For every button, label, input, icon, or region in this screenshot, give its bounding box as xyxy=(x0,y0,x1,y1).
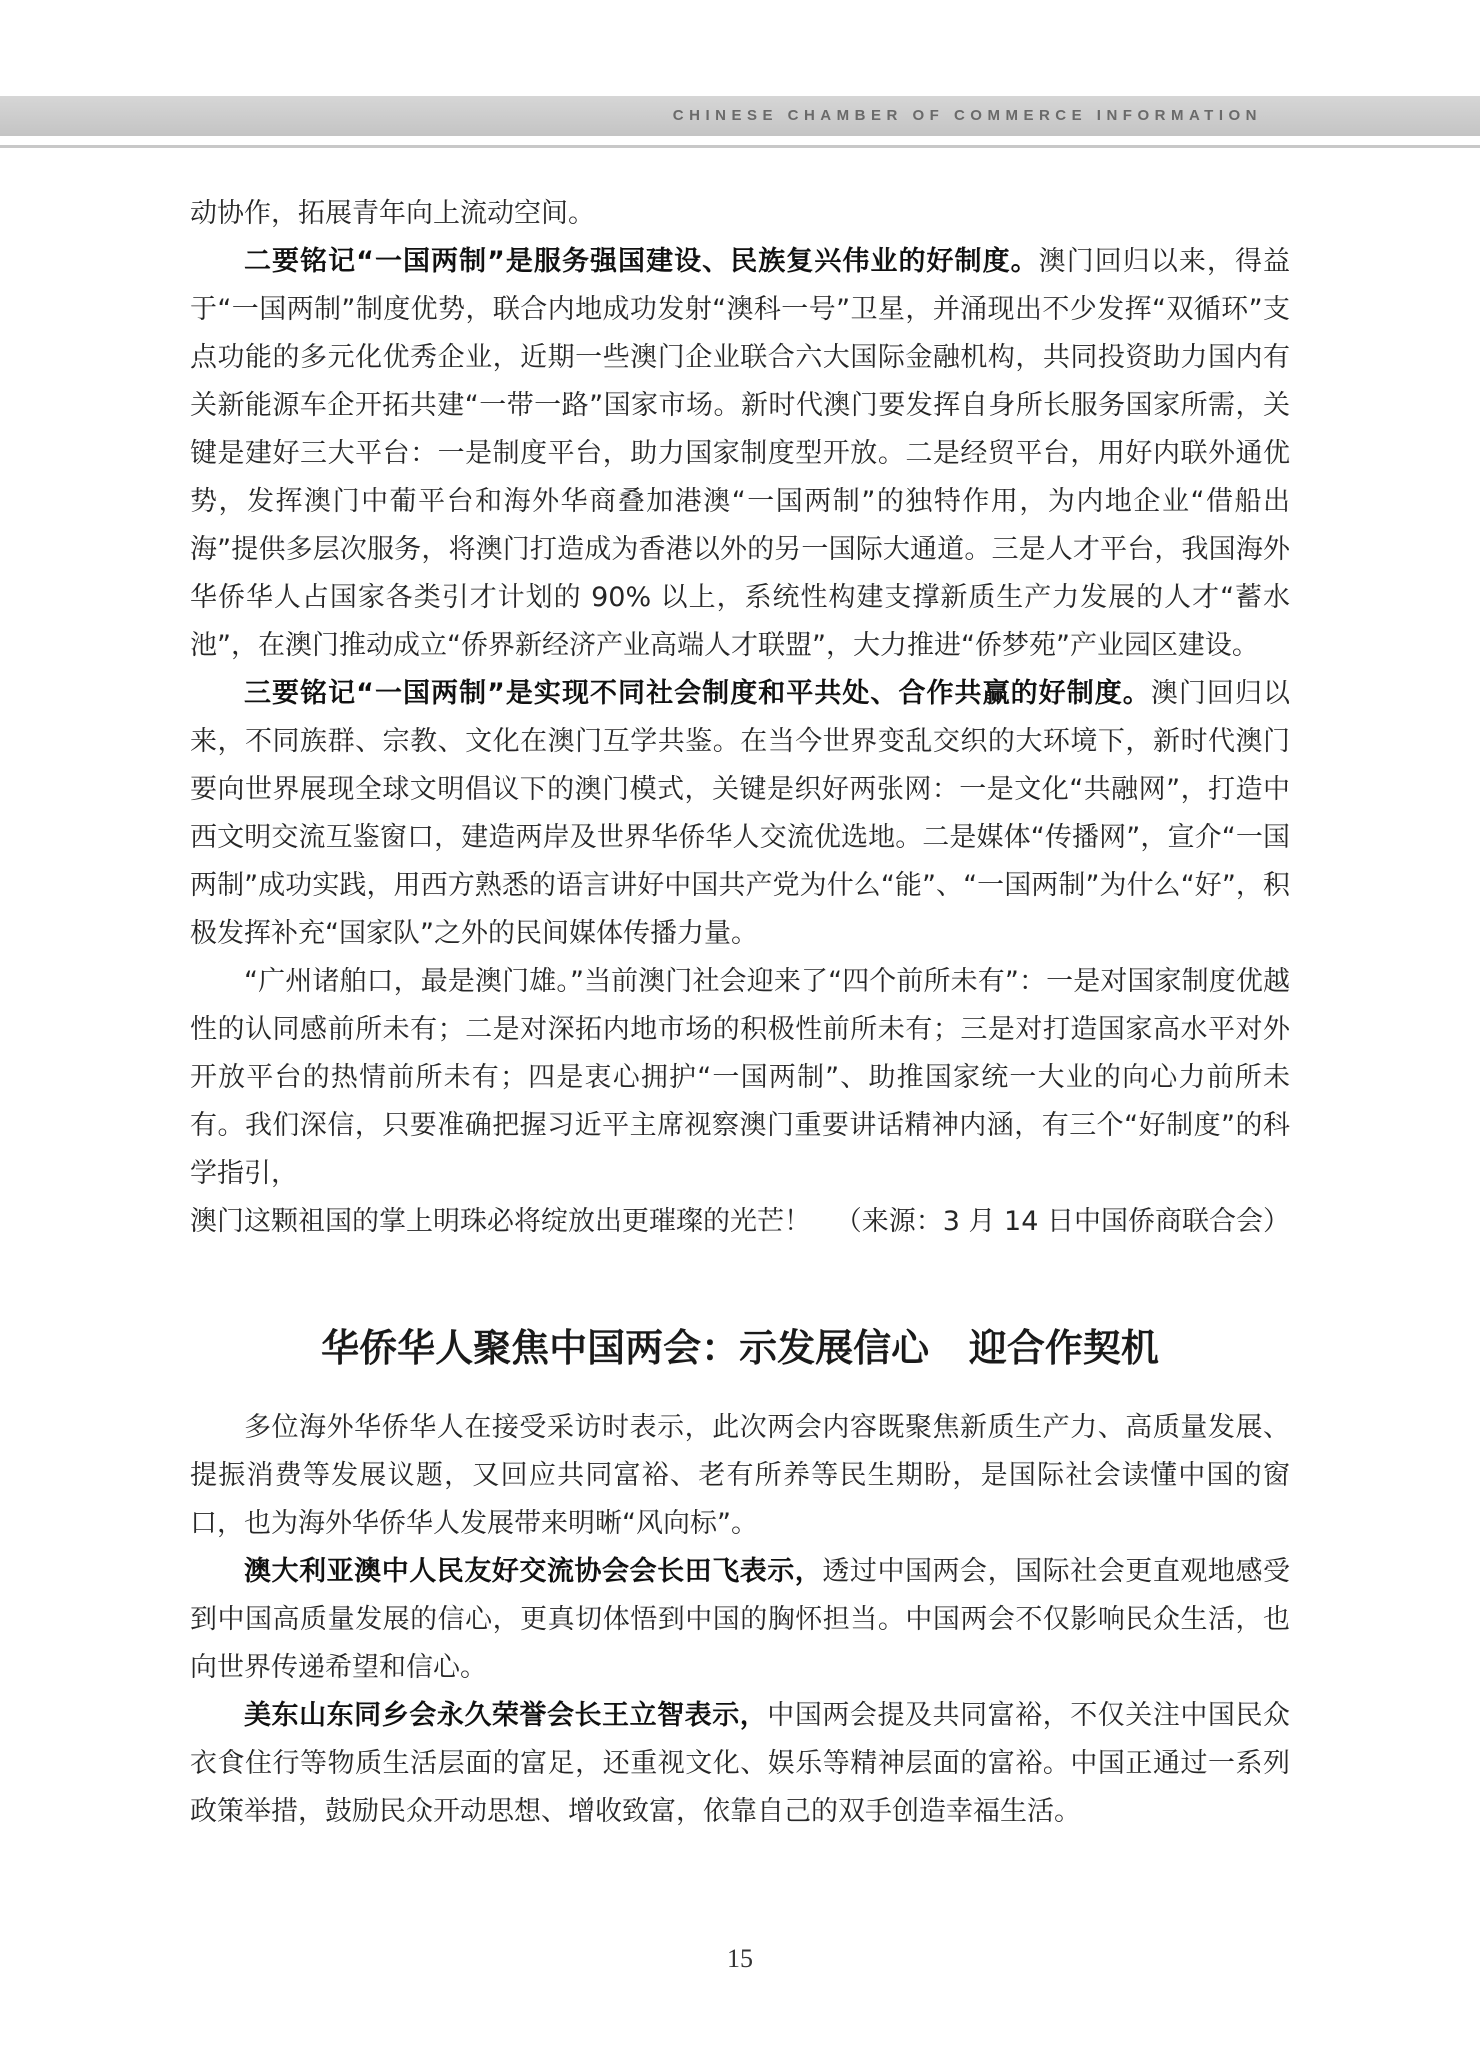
article-2 xyxy=(190,1320,1290,1836)
article-2-paragraph-3-body: 中国两会提及共同富裕，不仅关注中国民众衣食住行等物质生活层面的富足，还重视文化、娱乐等精神层面的富裕。中国正通过一系列政策举措，鼓励民众开动思想、增收致富，依靠自己的双手创造幸福生活。 xyxy=(190,1700,1291,1827)
page-content xyxy=(190,190,1290,1836)
article-2-paragraph-3 xyxy=(190,1692,1290,1836)
article-2-paragraph-2-lead: 澳大利亚澳中人民友好交流协会会长田飞表示， xyxy=(244,1556,823,1587)
article-2-paragraph-2-body: 透过中国两会，国际社会更直观地感受到中国高质量发展的信心，更真切体悟到中国的胸怀担当。中国两会不仅影响民众生活，也向世界传递希望和信心。 xyxy=(190,1556,1291,1683)
article-2-paragraph-3-lead: 美东山东同乡会永久荣誉会长王立智表示， xyxy=(244,1700,768,1731)
article-1-paragraph-3-body: 澳门回归以来，不同族群、宗教、文化在澳门互学共鉴。在当今世界变乱交织的大环境下，新时代澳门要向世界展现全球文明倡议下的澳门模式，关键是织好两张网：一是文化“共融网”，打造中西文明交流互鉴窗口，建造两岸及世界华侨华人交流优选地。二是媒体“传播网”，宣介“一国两制”成功实践，用西方熟悉的语言讲好中国共产党为什么“能”、“一国两制”为什么“好”，积极发挥补充“国家队”之外的民间媒体传播力量。 xyxy=(190,678,1290,949)
running-header: CHINESE CHAMBER OF COMMERCE INFORMATION xyxy=(672,107,1262,124)
article-1-paragraph-2 xyxy=(190,238,1290,670)
header-rule xyxy=(0,145,1480,148)
article-1-paragraph-4: “广州诸舶口，最是澳门雄。”当前澳门社会迎来了“四个前所未有”：一是对国家制度优越性的认同感前所未有；二是对深拓内地市场的积极性前所未有；三是对打造国家高水平对外开放平台的热情前所未有；四是衷心拥护“一国两制”、助推国家统一大业的向心力前所未有。我们深信，只要准确把握习近平主席视察澳门重要讲话精神内涵，有三个“好制度”的科学指引， xyxy=(190,966,1290,1189)
article-1 xyxy=(190,190,1290,1246)
article-1-paragraph-2-body: 澳门回归以来，得益于“一国两制”制度优势，联合内地成功发射“澳科一号”卫星，并涌现出不少发挥“双循环”支点功能的多元化优秀企业，近期一些澳门企业联合六大国际金融机构，共同投资助力国内有关新能源车企开拓共建“一带一路”国家市场。新时代澳门要发挥自身所长服务国家所需，关键是建好三大平台：一是制度平台，助力国家制度型开放。二是经贸平台，用好内联外通优势，发挥澳门中葡平台和海外华商叠加港澳“一国两制”的独特作用，为内地企业“借船出海”提供多层次服务，将澳门打造成为香港以外的另一国际大通道。三是人才平台，我国海外华侨华人占国家各类引才计划的 90% 以上，系统性构建支撑新质生产力发展的人才“蓄水池”，在澳门推动成立“侨界新经济产业高端人才联盟”，大力推进“侨梦苑”产业园区建设。 xyxy=(190,246,1290,661)
article-1-paragraph-3-lead: 三要铭记“一国两制”是实现不同社会制度和平共处、合作共赢的好制度。 xyxy=(244,678,1151,709)
article-1-source: （来源：3 月 14 日中国侨商联合会） xyxy=(834,1206,1290,1237)
article-1-continuation: 动协作，拓展青年向上流动空间。 xyxy=(190,198,595,229)
article-2-paragraph-1: 多位海外华侨华人在接受采访时表示，此次两会内容既聚焦新质生产力、高质量发展、提振消费等发展议题，又回应共同富裕、老有所养等民生期盼，是国际社会读懂中国的窗口，也为海外华侨华人发展带来明晰“风向标”。 xyxy=(190,1412,1290,1539)
article-2-paragraph-2 xyxy=(190,1548,1290,1692)
article-1-paragraph-3 xyxy=(190,670,1290,958)
article-1-closing-line xyxy=(190,1198,1290,1246)
article-1-paragraph-2-lead: 二要铭记“一国两制”是服务强国建设、民族复兴伟业的好制度。 xyxy=(244,246,1039,277)
article-1-closing-sentence: 澳门这颗祖国的掌上明珠必将绽放出更璀璨的光芒！ xyxy=(190,1206,811,1237)
page-number: 15 xyxy=(727,1944,753,1973)
article-2-title: 华侨华人聚焦中国两会：示发展信心 迎合作契机 xyxy=(321,1326,1159,1370)
